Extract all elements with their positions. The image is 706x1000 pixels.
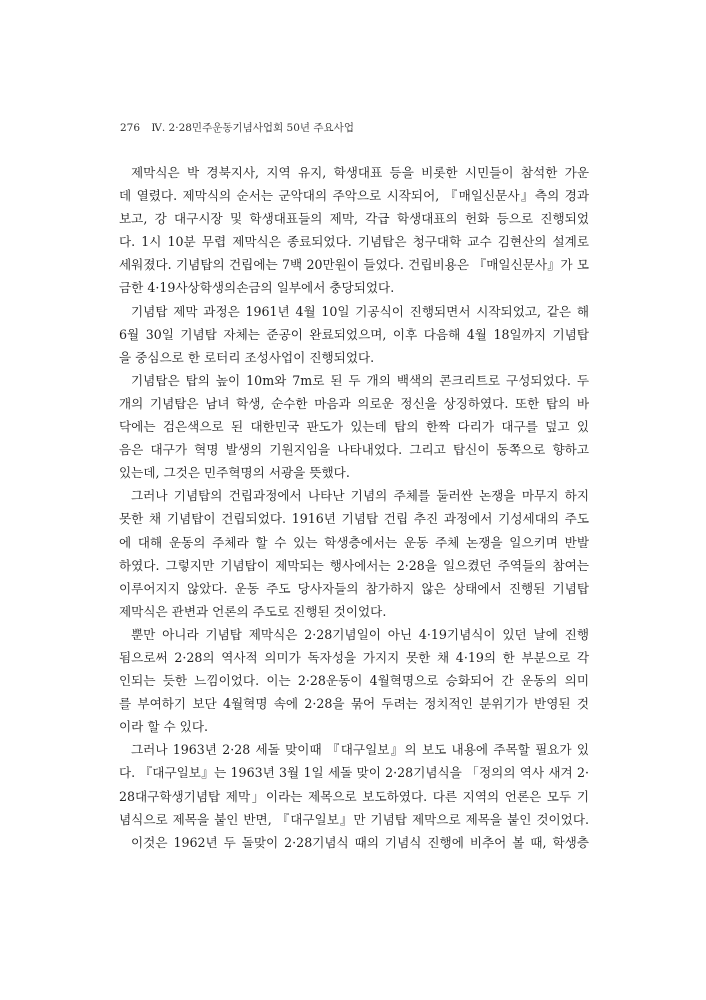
text-line: 기념탑은 탑의 높이 10m와 7m로 된 두 개의 백색의 콘크리트로 구성되었다. 두 [131,372,589,388]
text-line: 닥에는 검은색으로 된 대한민국 판도가 있는데 탑의 한짝 다리가 대구를 덮고 있 [119,419,589,435]
text-line: 데 열렸다. 제막식의 순서는 군악대의 주악으로 시작되어, 『매일신문사』측의 경과 [119,188,589,204]
text-line: 제막식은 관변과 언론의 주도로 진행된 것이었다. [119,603,387,619]
text-line: 6월 30일 기념탑 자체는 준공이 완료되었으며, 이후 다음해 4월 18일까지 기념탑 [119,326,589,342]
text-line: 뿐만 아니라 기념탑 제막식은 2·28기념일이 아닌 4·19기념식이 있던 날에 진행 [131,626,589,642]
text-line: 있는데, 그것은 민주혁명의 서광을 뜻했다. [119,465,350,481]
running-header [120,120,354,136]
text-line: 다. 『대구일보』는 1963년 3월 1일 세돌 맞이 2·28기념식을 「정의의 역사 새겨 2· [119,765,589,781]
text-line: 됨으로써 2·28의 역사적 의미가 독자성을 가지지 못한 채 4·19의 한 부분으로 각 [119,649,589,665]
text-line: 보고, 강 대구시장 및 학생대표들의 제막, 각급 학생대표의 헌화 등으로 진행되었 [119,211,589,227]
text-line: 인되는 듯한 느낌이었다. 이는 2·28운동이 4월혁명으로 승화되어 간 운동의 의미 [119,673,589,689]
text-line: 를 부여하기 보단 4월혁명 속에 2·28을 묶어 두려는 정치적인 분위기가 반영된 것 [119,696,589,712]
text-line: 념식으로 제목을 붙인 반면, 『대구일보』만 기념탑 제막으로 제목을 붙인 것이었다. [119,811,589,827]
page-number: 276 [120,122,141,134]
text-line: 을 중심으로 한 로터리 조성사업이 진행되었다. [119,349,375,365]
text-line: 제막식은 박 경북지사, 지역 유지, 학생대표 등을 비롯한 시민들이 참석한 가운 [131,165,589,180]
chapter-title: Ⅳ. 2·28민주운동기념사업회 50년 주요사업 [151,122,354,134]
text-line: 다. 1시 10분 무렵 제막식은 종료되었다. 기념탑은 청구대학 교수 김현산의 설계로 [119,234,589,250]
text-line: 못한 채 기념탑이 건립되었다. 1916년 기념탑 건립 추진 과정에서 기성세대의 주도 [119,511,589,527]
text-line: 음은 대구가 혁명 발생의 기원지임을 나타내었다. 그리고 탑신이 동쪽으로 향하고 [119,442,589,458]
text-line: 금한 4·19사상학생의손금의 일부에서 충당되었다. [119,280,395,296]
text-line: 그러나 1963년 2·28 세돌 맞이때 『대구일보』의 보도 내용에 주목할 필요가 있 [131,742,589,758]
text-line: 이것은 1962년 두 돌맞이 2·28기념식 때의 기념식 진행에 비추어 볼 때, 학생층 [131,834,589,850]
text-line: 이라 할 수 있다. [119,719,209,735]
text-line: 이루어지지 않았다. 운동 주도 당사자들의 참가하지 않은 상태에서 진행된 기념탑 [119,580,589,596]
text-line: 기념탑 제막 과정은 1961년 4월 10일 기공식이 진행되면서 시작되었고, 같은 해 [131,303,589,319]
text-line: 개의 기념탑은 남녀 학생, 순수한 마음과 의로운 정신을 상징하였다. 또한 탑의 바 [119,395,589,411]
text-line: 하였다. 그렇지만 기념탑이 제막되는 행사에서는 2·28을 일으켰던 주역들의 참여는 [119,557,589,573]
body-text [119,161,589,854]
text-line: 세워졌다. 기념탑의 건립에는 7백 20만원이 들었다. 건립비용은 『매일신문사』가 모 [119,257,589,273]
text-line: 그러나 기념탑의 건립과정에서 나타난 기념의 주체를 둘러싼 논쟁을 마무지 하지 [131,488,589,504]
text-line: 에 대해 운동의 주체라 할 수 있는 학생층에서는 운동 주체 논쟁을 일으키며 반발 [119,534,589,550]
text-line: 28대구학생기념탑 제막」이라는 제목으로 보도하였다. 다른 지역의 언론은 모두 기 [119,788,589,804]
